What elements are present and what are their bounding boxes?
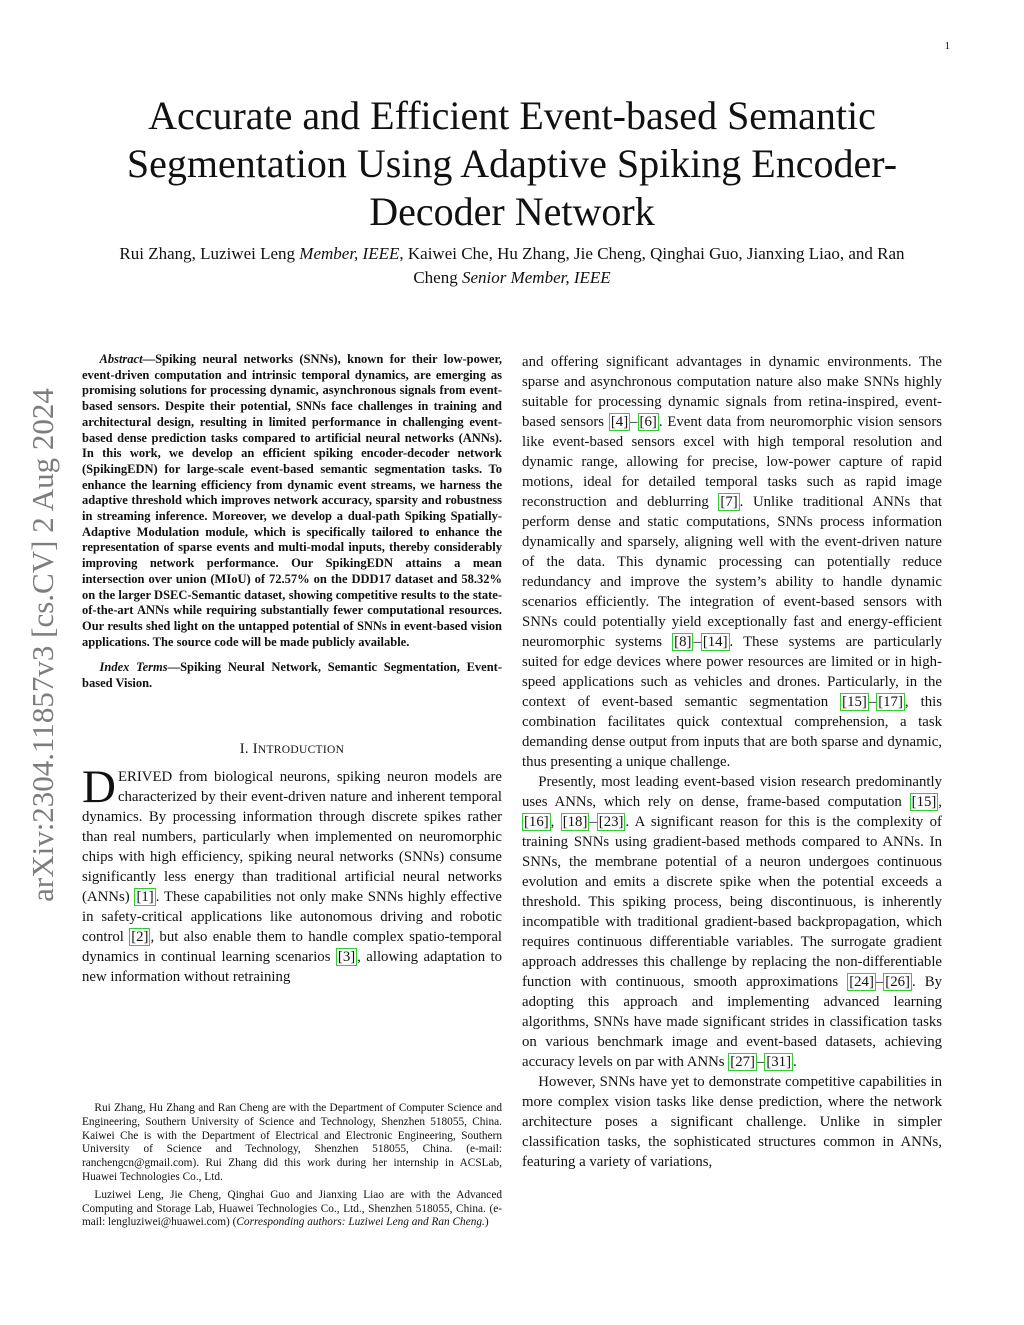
left-column <box>82 352 502 987</box>
citation-link[interactable]: [14] <box>702 634 728 650</box>
intro-text: , but also enable them to handle complex spatio-temporal dynamics in continual learning scenarios <box>82 928 502 965</box>
authors-part-2: , Kaiwei Che, Hu Zhang, Jie Cheng, Qinghai Guo, Jianxing Liao, and Ran Cheng <box>399 244 905 287</box>
citation-dash: – <box>589 814 597 830</box>
body-text: . Event data from neuromorphic vision sensors like event-based sensors excel with high temporal resolution and dynamic range, allowing for precise, low-power capture of rapid motions, ideal for detailed temporal tasks such as rapid image reconstruction and deblurring <box>522 414 943 510</box>
citation-link[interactable]: [4] <box>610 414 629 430</box>
right-column <box>522 352 942 1172</box>
citation-link[interactable]: [7] <box>720 494 738 510</box>
footnote-affiliation-2 <box>82 1189 502 1230</box>
citation-dash: – <box>875 974 884 990</box>
abstract-text: —Spiking neural networks (SNNs), known for their low-power, event-driven computation and intrinsic temporal dynamics, are emerging as promising solutions for processing dynamic, asynchronous signals from event-based sensors. Despite their potential, SNNs face challenges in training and architectural design, resulting in limited performance in challenging event-based dense prediction tasks compared to artificial neural networks (ANNs). In this work, we develop an efficient spiking encoder-decoder network (SpikingEDN) for large-scale event-based semantic segmentation tasks. To enhance the learning efficiency from dynamic event streams, we harness the adaptive threshold which improves network accuracy, sparsity and robustness in streaming inference. Moreover, we develop a dual-path Spiking Spatially-Adaptive Modulation module, which is specifically tailored to enhance the representation of sparse events and multi-modal inputs, thereby considerably improving network performance. Our SpikingEDN attains a mean intersection over union (MIoU) of 72.57% on the DDD17 dataset and 58.32% on the larger DSEC-Semantic dataset, showing competitive results to the state-of-the-art ANNs while requiring substantially fewer computational resources. Our results shed light on the untapped potential of SNNs in event-based vision applications. The source code will be made publicly available. <box>82 352 502 649</box>
index-terms <box>82 660 502 691</box>
citation-comma: , <box>550 814 561 830</box>
footnote-affiliation-1: Rui Zhang, Hu Zhang and Ran Cheng are with the Department of Computer Science and Engineering, Southern University of Science and Technology, Shenzhen 518055, China. Kaiwei Che is with the Department of Electrical and Electronic Engineering, Southern University of Science and Technology, Shenzhen 518055, China. (e-mail: ranchengcn@gmail.com). Rui Zhang did this work during her internship in ACSLab, Huawei Technologies Co., Ltd. <box>82 1102 502 1183</box>
body-text: Presently, most leading event-based vision research predominantly uses ANNs, which rely on dense, frame-based computation <box>522 774 942 810</box>
citation-link[interactable]: [1] <box>136 888 154 905</box>
intro-text: , allowing adaptation to new information without retraining <box>82 948 503 985</box>
citation-dash: – <box>693 634 701 650</box>
intro-text: . These capabilities not only make SNNs highly effective in safety-critical applications like autonomous driving and robotic control <box>82 888 502 945</box>
authors-part-1: Rui Zhang, Luziwei Leng <box>119 244 300 263</box>
right-paragraph-2 <box>522 772 942 1072</box>
author-role-2: Senior Member, IEEE <box>461 268 611 287</box>
citation-link[interactable]: [17] <box>878 694 903 710</box>
footnote-text: Luziwei Leng, Jie Cheng, Qinghai Guo and Jianxing Liao are with the Advanced Computing and Storage Lab, Huawei Technologies Co., Ltd., Shenzhen 518055, China. (e-mail: lengluziwei@huawei.com) ( <box>82 1188 502 1229</box>
citation-link[interactable]: [6] <box>639 414 657 430</box>
section-title-rest: NTRODUCTION <box>257 743 345 756</box>
abstract-label: Abstract <box>99 352 143 366</box>
body-text: . These systems are particularly suited for edge devices where power resources are limited or in high-speed applications such as vehicles and drones. Particularly, in the context of event-based semantic segmentation <box>522 634 942 710</box>
page-number: 1 <box>944 40 950 52</box>
section-heading-introduction <box>82 741 502 758</box>
citation-dash: – <box>630 414 638 430</box>
intro-paragraph-1 <box>82 760 503 987</box>
citation-link[interactable]: [16] <box>524 814 549 830</box>
citation-comma: , <box>938 794 942 810</box>
citation-link[interactable]: [24] <box>849 974 874 990</box>
intro-text: ERIVED from biological neurons, spiking neuron models are characterized by their event-driven nature and inherent temporal dynamics. By processing information through discrete spikes rather than real numbers, particularly when implemented on neuromorphic chips with high efficiency, spiking neural networks (SNNs) consume significantly less energy than traditional artificial neural networks (ANNs) <box>82 768 502 905</box>
body-text: . A significant reason for this is the complexity of training SNNs using gradient-based methods compared to ANNs. In SNNs, the membrane potential of a neuron undergoes continuous evolution and emits a discrete spike when the potential exceeds a threshold. This spiking process, being discontinuous, is inherently incompatible with traditional gradient-based backpropagation, which requires continuous differentiable variables. The surrogate gradient approach addresses this challenge by replacing the non-differentiable function with continuous, smooth approximations <box>522 814 942 990</box>
citation-link[interactable]: [31] <box>766 1054 791 1070</box>
author-list <box>110 242 914 290</box>
citation-dash: – <box>868 694 877 710</box>
footnote-text: ) <box>484 1216 489 1229</box>
abstract <box>82 352 502 650</box>
footnotes <box>82 1102 502 1234</box>
paper-title: Accurate and Efficient Event-based Semantic Segmentation Using Adaptive Spiking Encoder-Decoder Network <box>126 93 898 234</box>
body-text: , this combination facilitates quick contextual comprehension, a task demanding dense output from inputs that are both sparse and dynamic, thus presenting a unique challenge. <box>522 694 942 770</box>
citation-link[interactable]: [15] <box>911 794 937 810</box>
index-terms-label: Index Terms <box>99 660 168 675</box>
body-text: . <box>793 1054 797 1070</box>
citation-link[interactable]: [3] <box>337 948 356 965</box>
citation-dash: – <box>756 1054 765 1070</box>
index-terms-text: —Spiking Neural Network, Semantic Segmentation, Event-based Vision. <box>82 660 502 691</box>
arxiv-stamp[interactable]: arXiv:2304.11857v3 [cs.CV] 2 Aug 2024 <box>25 388 60 902</box>
right-paragraph-1 <box>522 352 942 772</box>
citation-link[interactable]: [23] <box>598 814 624 830</box>
citation-link[interactable]: [15] <box>842 694 867 710</box>
section-title-initial: I <box>252 740 258 757</box>
drop-cap: D <box>82 760 116 813</box>
body-text: . By adopting this approach and implementing advanced learning algorithms, SNNs have made significant strides in classification tasks on various benchmark image and event-based datasets, achieving accuracy levels on par with ANNs <box>522 974 942 1070</box>
right-paragraph-3: However, SNNs have yet to demonstrate competitive capabilities in more complex vision tasks like dense prediction, where the network architecture poses a significant challenge. Unlike in simpler classification tasks, the sophisticated structures common in ANNs, featuring a variety of variations, <box>522 1074 942 1170</box>
citation-link[interactable]: [8] <box>674 634 692 650</box>
body-text: . Unlike traditional ANNs that perform dense and static computations, SNNs process information dynamically and sparsely, aligning well with the event-driven nature of the data. This dynamic processing can potentially reduce redundancy and improve the system’s ability to handle dynamic scenarios efficiently. The integration of event-based sensors with SNNs could potentially yield exceptionally fast and energy-efficient neuromorphic systems <box>522 494 942 650</box>
citation-link[interactable]: [26] <box>885 974 910 990</box>
author-role-1: Member, IEEE <box>299 244 400 263</box>
body-text: and offering significant advantages in dynamic environments. The sparse and asynchronous computation nature also make SNNs highly suitable for processing dynamic signals from retina-inspired, event-based sensors <box>522 354 942 430</box>
section-number: I. <box>239 740 253 757</box>
corresponding-authors: Corresponding authors: Luziwei Leng and Ran Cheng. <box>236 1216 485 1229</box>
citation-link[interactable]: [18] <box>562 814 588 830</box>
citation-link[interactable]: [27] <box>730 1054 755 1070</box>
citation-link[interactable]: [2] <box>131 928 149 945</box>
